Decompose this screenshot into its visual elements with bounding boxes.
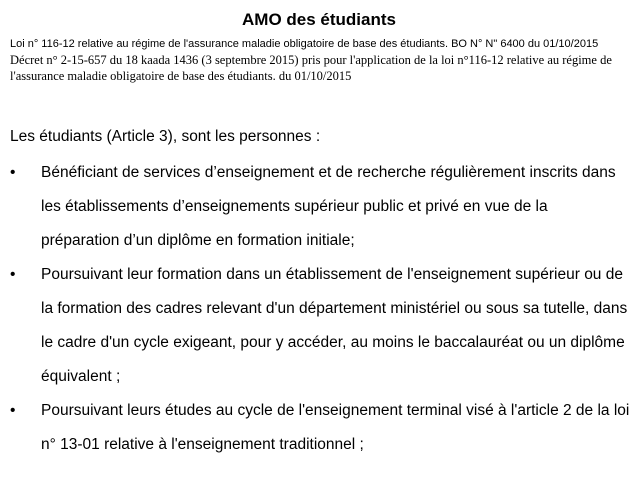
- intro-text: Les étudiants (Article 3), sont les personnes :: [10, 128, 321, 145]
- list-item-text: Bénéficiant de services d’enseignement et de recherche régulièrement inscrits dans les établissements d’enseignements supérieur public et privé en vue de la préparation d’un diplôme en formation initiale;: [41, 164, 616, 249]
- bullet-icon: •: [10, 402, 16, 419]
- list-item-text: Poursuivant leur formation dans un établissement de l'enseignement supérieur ou de la formation des cadres relevant d'un département ministériel ou sous sa tutelle, dans le cadre d'un cycle exigeant, pour y accéder, au moins le baccalauréat ou un diplôme équivalent ;: [41, 266, 628, 385]
- bullet-icon: •: [10, 164, 16, 181]
- list-item: [10, 394, 630, 462]
- bullet-icon: •: [10, 266, 16, 283]
- loi-reference: Loi n° 116-12 relative au régime de l'assurance maladie obligatoire de base des étudiants. BO N° N" 6400 du 01/10/2015: [10, 38, 599, 50]
- slide-body: [10, 122, 630, 462]
- list-item-text: Poursuivant leurs études au cycle de l'enseignement terminal visé à l'article 2 de la loi n° 13-01 relative à l'enseignement traditionnel ;: [41, 402, 630, 453]
- list-item: [10, 258, 630, 394]
- list-item: [10, 156, 630, 258]
- decret-reference: Décret n° 2-15-657 du 18 kaada 1436 (3 septembre 2015) pris pour l'application de la loi n°116-12 relative au régime de l'assurance maladie obligatoire de base des étudiants. du 01/10/2015: [10, 53, 612, 83]
- legal-references: [10, 37, 630, 84]
- slide-title: AMO des étudiants: [242, 10, 396, 29]
- bullet-list: [10, 156, 630, 462]
